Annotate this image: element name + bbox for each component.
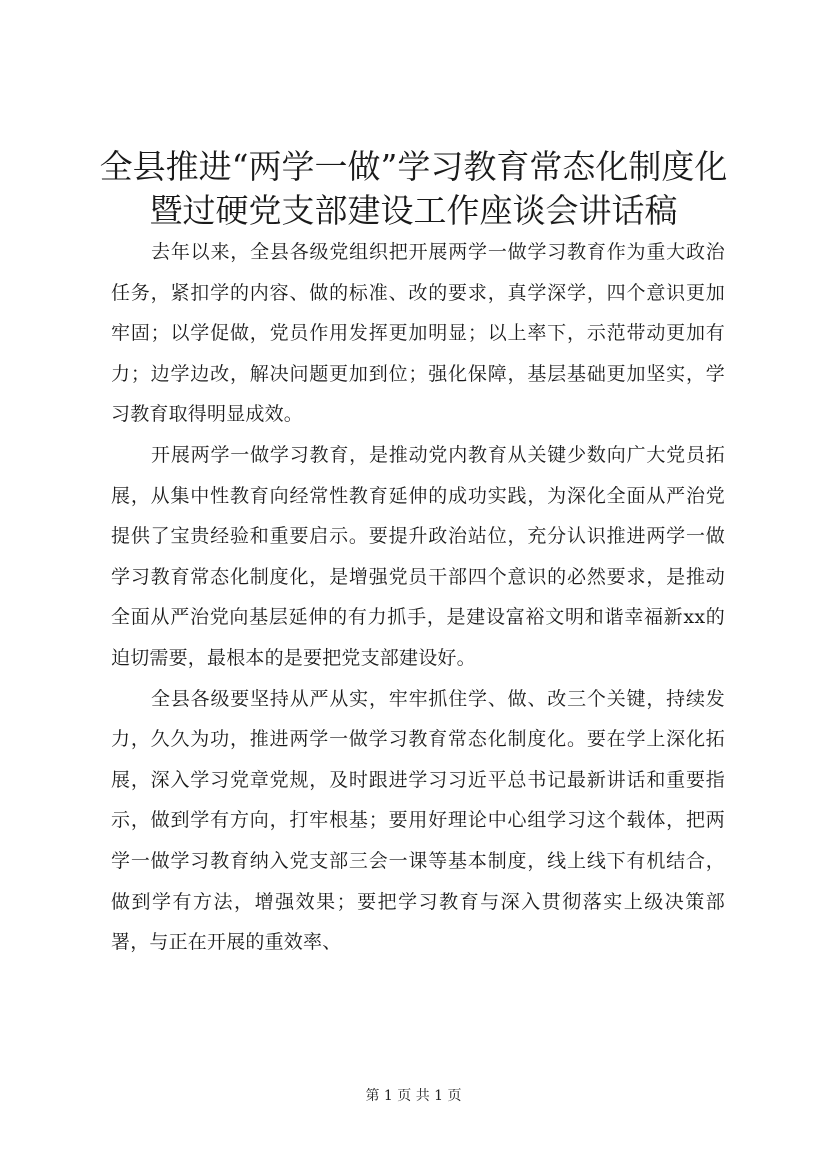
paragraph-1: 去年以来，全县各级党组织把开展两学一做学习教育作为重大政治任务，紧扣学的内容、做的标准、改的要求，真学深学，四个意识更加牢固；以学促做，党员作用发挥更加明显；以上率下，示范带动更加有力；边学边改，解决问题更加到位；强化保障，基层基础更加坚实，学习教育取得明显成效。 xyxy=(111,241,725,426)
paragraph-3: 全县各级要坚持从严从实，牢牢抓住学、做、改三个关键，持续发力，久久为功，推进两学一做学习教育常态化制度化。要在学上深化拓展，深入学习党章党规，及时跟进学习习近平总书记最新讲话和重要指示，做到学有方向，打牢根基；要用好理论中心组学习这个载体，把两学一做学习教育纳入党支部三会一课等基本制度，线上线下有机结合，做到学有方法，增强效果；要把学习教育与深入贯彻落实上级决策部署，与正在开展的重效率、 xyxy=(111,687,725,954)
document-body xyxy=(111,232,725,963)
paragraph-2: 开展两学一做学习教育，是推动党内教育从关键少数向广大党员拓展，从集中性教育向经常性教育延伸的成功实践，为深化全面从严治党提供了宝贵经验和重要启示。要提升政治站位，充分认识推进两学一做学习教育常态化制度化，是增强党员干部四个意识的必然要求，是推动全面从严治党向基层延伸的有力抓手，是建设富裕文明和谐幸福新xx的迫切需要，最根本的是要把党支部建设好。 xyxy=(111,443,725,669)
document-title-line-1: 全县推进“两学一做”学习教育常态化制度化 xyxy=(99,147,728,186)
document-title-line-2: 暨过硬党支部建设工作座谈会讲话稿 xyxy=(149,191,678,230)
page-footer: 第 1 页 共 1 页 xyxy=(365,1088,462,1104)
